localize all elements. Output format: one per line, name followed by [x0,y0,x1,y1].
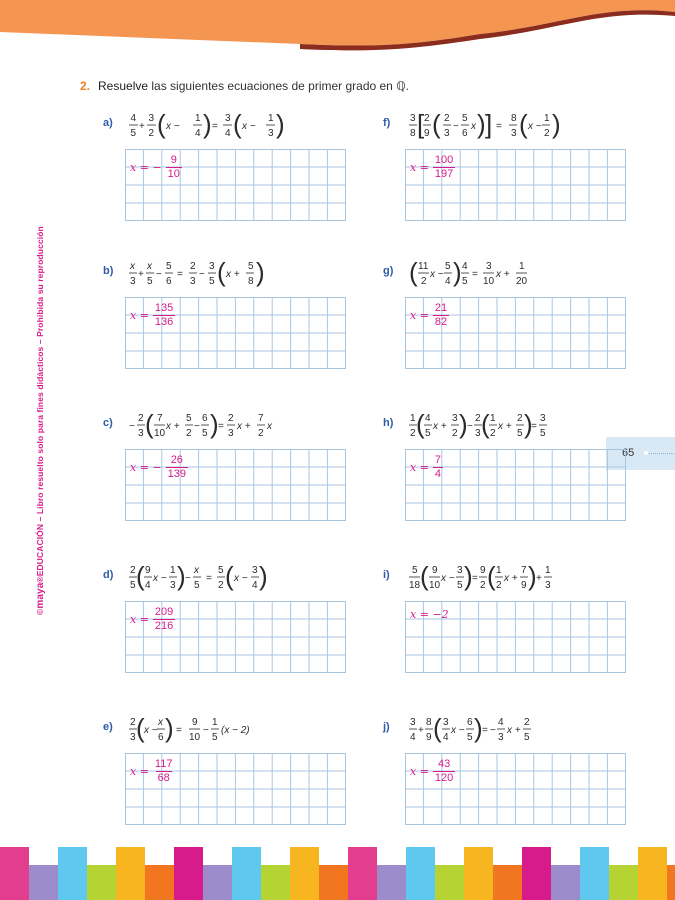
exercise-instruction [80,79,409,93]
eq-f-t8: 5 [462,113,468,124]
problem-label: d) [103,569,114,581]
eq-a-t4: 3 [148,113,155,124]
eq-i-t3: 9 [432,565,438,576]
eq-e-t9: − [203,725,209,736]
answer [410,596,449,632]
answer-numerator: 100 [434,153,454,166]
problem-label: b) [103,265,114,277]
eq-d-t12: 5 [218,565,224,576]
eq-a-t6: x − [166,121,180,132]
eq-i-t18: 3 [545,580,551,591]
equation-a [129,105,369,145]
eq-d-t16: 4 [252,580,258,591]
eq-f-t5: 2 [444,113,450,124]
eq-i-t12: 2 [496,580,502,591]
page-number: 65 [622,447,635,459]
eq-i-t17: 1 [545,565,551,576]
eq-d-t7: 3 [170,580,176,591]
color-block [29,865,58,900]
registered-symbol: ® [35,576,45,583]
answer-prefix: x = [130,612,149,626]
answer-denominator: 197 [434,167,454,180]
color-block [377,865,406,900]
answer-prefix: x = [410,460,429,474]
exercise-number: 2. [80,79,91,93]
eq-e-t8: 10 [189,732,201,743]
eq-h-rparen2: ) [524,409,533,439]
eq-c-t14: 3 [228,428,234,439]
eq-a-t2: 5 [130,128,137,139]
eq-c-t3: 3 [138,428,144,439]
eq-h-t1: 1 [410,413,416,424]
eq-j-t10: 5 [467,732,473,743]
eq-c-t9: − [194,421,200,432]
color-block [522,847,551,900]
eq-f-t15: 1 [544,113,550,124]
eq-j-t16: 2 [524,717,530,728]
eq-h-t7: 2 [452,428,458,439]
eq-g-t12: 1 [519,261,525,272]
color-block [580,847,609,900]
eq-g-t1: 11 [418,261,429,272]
brand-name: maya [35,582,46,609]
eq-c-t1: − [129,421,135,432]
eq-i-t5: x − [441,573,455,584]
eq-b-t17: 8 [248,276,254,287]
eq-i-t6: 3 [457,565,463,576]
answer-denominator: 136 [154,315,174,328]
equation-b [129,253,369,293]
answer-numerator: 7 [434,453,442,466]
eq-h-t10: 3 [475,428,481,439]
eq-j-t5: 9 [426,732,432,743]
eq-g-t6: 4 [462,261,468,272]
eq-j-t1: 3 [410,717,416,728]
eq-b-t16: 5 [248,261,254,272]
eq-c-t13: 2 [228,413,234,424]
answer [130,601,175,637]
eq-d-t4: 4 [145,580,151,591]
eq-j-rparen: ) [474,713,483,743]
problem-label: f) [383,117,391,129]
eq-g-t4: 5 [445,261,451,272]
eq-i-t13: x + [504,573,518,584]
eq-d-t1: 2 [130,565,136,576]
eq-j-t4: 8 [426,717,432,728]
answer-denominator: 139 [167,467,186,480]
eq-c-t5: 10 [154,428,166,439]
equation-e [129,709,369,749]
eq-c-lparen: ( [145,409,154,439]
eq-h-t11: 1 [490,413,496,424]
eq-f-t4: 9 [424,128,430,139]
eq-f-t9: 6 [462,128,468,139]
eq-a-t10: 3 [225,113,231,124]
eq-e-lparen: ( [136,713,145,743]
eq-i-t2: 18 [409,580,421,591]
eq-b-t4: x [147,261,152,272]
answer-prefix: x = [130,308,149,322]
eq-c-t6: x + [166,421,180,432]
eq-b-t6: − [156,269,162,280]
eq-g-t9: 3 [486,261,492,272]
answer-fraction [433,758,455,785]
eq-d-t8: − [185,573,191,584]
eq-d-t15: 3 [252,565,258,576]
answer-numerator: 21 [434,301,448,314]
eq-a-t5: 2 [148,128,155,139]
eq-c-t10: 6 [202,413,208,424]
eq-j-t15: x + [507,725,521,736]
eq-h-t8: − [467,421,473,432]
answer-prefix: x = [410,308,429,322]
eq-a-t3: + [139,121,145,132]
eq-d-t6: 1 [170,565,176,576]
eq-f-t1: 3 [410,113,416,124]
eq-i-t11: 1 [496,565,502,576]
eq-b-t11: 3 [190,276,196,287]
problem-label: j) [383,721,390,733]
eq-f-rparen: ) [477,109,486,139]
eq-j-t17: 5 [524,732,530,743]
eq-b-rparen: ) [256,257,265,287]
eq-b-t1: x [130,261,135,272]
eq-f-rparen2: ) [552,109,561,139]
eq-j-lparen: ( [433,713,442,743]
eq-f-t12: 8 [511,113,517,124]
eq-a-lparen2: ( [233,109,242,139]
eq-h-t18: 5 [540,428,546,439]
color-block [319,865,348,900]
eq-i-t4: 10 [429,580,441,591]
answer-numerator: 135 [154,301,174,314]
answer-denominator: 120 [434,771,454,784]
eq-i-t1: 5 [412,565,418,576]
answer-numerator: 209 [154,605,174,618]
eq-j-t11: = [482,725,488,736]
eq-g-rparen: ) [453,257,462,287]
eq-e-t10: 1 [212,717,218,728]
equation-i [409,557,649,597]
eq-b-t2: 3 [130,276,136,287]
eq-e-t4: x [158,717,163,728]
eq-c-t7: 5 [186,413,192,424]
color-block [232,847,261,900]
eq-h-t12: 2 [490,428,496,439]
color-block [464,847,493,900]
eq-e-t3: x − [144,725,158,736]
equation-j [409,709,649,749]
eq-i-t10: 2 [480,580,486,591]
eq-h-t3: 4 [425,413,431,424]
eq-f-t7: − [453,121,459,132]
eq-a-rparen: ) [203,109,212,139]
color-block [145,865,174,900]
problem-label: e) [103,721,113,733]
eq-c-t11: 5 [202,428,208,439]
eq-c-t15: x + [237,421,251,432]
answer-denominator: 68 [157,771,170,784]
eq-f-t13: 3 [511,128,517,139]
answer-fraction [166,454,188,481]
color-block [348,847,377,900]
eq-i-t15: 9 [521,580,527,591]
equation-g [409,253,649,293]
eq-c-t18: x [267,421,272,432]
answer-numerator: 43 [437,757,451,770]
eq-g-t7: 5 [462,276,468,287]
answer-fraction [153,758,175,785]
eq-e-t7: 9 [192,717,198,728]
answer-fraction [153,606,175,633]
eq-d-rparen2: ) [259,561,268,591]
eq-h-t5: x + [433,421,447,432]
color-block [58,847,87,900]
eq-e-rparen: ) [165,713,174,743]
eq-d-t9: x [194,565,199,576]
color-block [290,847,319,900]
eq-j-t13: 4 [498,717,504,728]
color-block [261,865,290,900]
eq-e-t11: 5 [212,732,218,743]
eq-i-t16: + [536,573,542,584]
answer-prefix: x = − [130,160,162,174]
eq-f-t2: 8 [410,128,416,139]
answer-prefix: x = [410,160,429,174]
answer-prefix: x = [410,764,429,778]
answer-prefix: x = − [130,460,162,474]
eq-h-t15: 5 [517,428,523,439]
answer [410,149,455,185]
eq-b-t3: + [138,269,144,280]
eq-f-lbracket: [ [417,109,425,139]
color-block [203,865,232,900]
eq-i-t8: = [472,573,478,584]
answer-fraction [433,302,449,329]
problem-label: h) [383,417,394,429]
eq-i-t14: 7 [521,565,527,576]
eq-a-t9: = [212,121,218,132]
eq-j-t6: 3 [443,717,449,728]
answer-denominator: 4 [434,467,442,480]
eq-c-t17: 2 [258,428,264,439]
eq-h-t9: 2 [475,413,481,424]
eq-c-t16: 7 [258,413,264,424]
answer-denominator: 10 [167,167,180,180]
eq-h-rparen: ) [459,409,468,439]
eq-i-lparen2: ( [487,561,496,591]
eq-c-rparen: ) [210,409,219,439]
eq-e-t12: (x − 2) [221,725,250,736]
answer-denominator: 82 [434,315,448,328]
eq-h-t2: 2 [410,428,416,439]
answer [130,149,182,185]
answer-fraction [433,454,443,481]
eq-e-t1: 2 [130,717,136,728]
eq-d-rparen: ) [177,561,186,591]
answer-fraction [433,154,455,181]
copyright-symbol: © [35,608,45,615]
eq-f-t11: = [496,121,502,132]
eq-g-t5: 4 [445,276,451,287]
color-block [0,847,29,900]
eq-c-t12: = [218,421,224,432]
page-dot [644,451,648,455]
eq-d-t3: 9 [145,565,151,576]
color-block [116,847,145,900]
eq-b-t10: 2 [190,261,196,272]
eq-a-lparen: ( [157,109,166,139]
eq-f-lparen2: ( [519,109,528,139]
eq-h-lparen2: ( [481,409,490,439]
eq-b-t9: = [177,269,183,280]
eq-h-t13: x + [498,421,512,432]
instruction-verb: Resuelve [98,79,149,93]
eq-j-t9: 6 [467,717,473,728]
problem-label: g) [383,265,394,277]
answer [130,753,174,789]
answer-prefix: x = [130,764,149,778]
eq-j-t14: 3 [498,732,504,743]
eq-j-t12: − [490,725,496,736]
color-block [638,847,667,900]
instruction-text: las siguientes ecuaciones de primer grado en ℚ. [148,79,409,93]
equation-c [129,405,369,445]
eq-i-t9: 9 [480,565,486,576]
answer-numerator: 26 [170,453,183,466]
eq-i-t7: 5 [457,580,463,591]
eq-h-t17: 3 [540,413,546,424]
color-block [406,847,435,900]
page-dotted-line [646,453,674,454]
eq-c-t2: 2 [138,413,144,424]
eq-d-t11: = [206,573,212,584]
eq-g-lparen: ( [409,257,418,287]
eq-j-t3: + [418,725,424,736]
eq-c-t4: 7 [157,413,163,424]
eq-a-t14: 3 [268,128,274,139]
eq-h-t16: = [531,421,537,432]
eq-f-t10: x [471,121,476,132]
eq-c-t8: 2 [186,428,192,439]
color-strip [0,845,675,900]
answer-numerator: 9 [170,153,177,166]
eq-b-t5: 5 [147,276,153,287]
eq-e-t6: = [176,725,182,736]
eq-d-t2: 5 [130,580,136,591]
eq-f-t6: 3 [444,128,450,139]
header-wave [0,0,675,62]
eq-h-t14: 2 [517,413,523,424]
eq-b-t14: 5 [209,276,215,287]
eq-a-t7: 1 [195,113,201,124]
eq-d-t5: x − [153,573,167,584]
eq-a-t11: 4 [225,128,231,139]
eq-a-rparen2: ) [276,109,285,139]
answer [410,297,449,333]
eq-j-t8: x − [451,725,465,736]
orange-wave-icon [0,0,675,62]
eq-d-t14: x − [234,573,248,584]
eq-g-t8: = [472,269,478,280]
color-block [609,865,638,900]
answer [410,753,455,789]
eq-a-t13: 1 [268,113,274,124]
answer-denominator: 216 [154,619,174,632]
eq-a-t1: 4 [130,113,137,124]
equation-d [129,557,369,597]
answer [410,449,443,485]
eq-g-t3: x − [430,269,444,280]
color-block [551,865,580,900]
color-block [174,847,203,900]
eq-b-t12: − [199,269,205,280]
eq-d-t13: 2 [218,580,224,591]
eq-e-t2: 3 [130,732,136,743]
eq-g-t11: x + [496,269,510,280]
eq-f-t14: x − [528,121,542,132]
eq-h-t4: 5 [425,428,431,439]
answer-fraction [166,154,182,181]
eq-b-t8: 6 [166,276,172,287]
eq-e-t5: 6 [158,732,164,743]
eq-h-lparen: ( [416,409,425,439]
eq-g-t13: 20 [516,276,528,287]
answer-numerator: 117 [154,757,173,770]
answer [130,449,188,485]
eq-i-rparen2: ) [528,561,537,591]
equation-f [409,105,649,145]
eq-g-t2: 2 [421,276,427,287]
eq-d-lparen2: ( [225,561,234,591]
eq-f-t3: 2 [424,113,430,124]
eq-h-t6: 3 [452,413,458,424]
color-block [87,865,116,900]
answer [130,297,175,333]
eq-j-t7: 4 [443,732,449,743]
eq-i-rparen: ) [464,561,473,591]
eq-j-t2: 4 [410,732,416,743]
eq-i-lparen: ( [420,561,429,591]
eq-b-t15: x + [226,269,240,280]
eq-g-t10: 10 [483,276,495,287]
eq-b-lparen: ( [217,257,226,287]
eq-d-lparen: ( [136,561,145,591]
color-block [435,865,464,900]
equation-h [409,405,649,445]
problem-label: c) [103,417,113,429]
eq-f-lparen: ( [432,109,441,139]
problem-label: i) [383,569,390,581]
eq-d-t10: 5 [194,580,200,591]
eq-a-t8: 4 [195,128,201,139]
eq-a-t12: x − [242,121,256,132]
eq-b-t13: 3 [209,261,215,272]
eq-b-t7: 5 [166,261,172,272]
color-blocks-icon [0,845,675,900]
problem-label: a) [103,117,113,129]
eq-f-rbracket: ] [485,109,493,139]
eq-f-t16: 2 [544,128,550,139]
color-block [667,865,675,900]
answer-fraction [153,302,175,329]
copyright-text: EDUCACIÓN – Libro resuelto solo para fines didácticos – Prohibida su reproducción [35,226,45,577]
copyright-notice [35,226,46,615]
color-block [493,865,522,900]
answer-prefix: x = −2 [410,607,449,621]
